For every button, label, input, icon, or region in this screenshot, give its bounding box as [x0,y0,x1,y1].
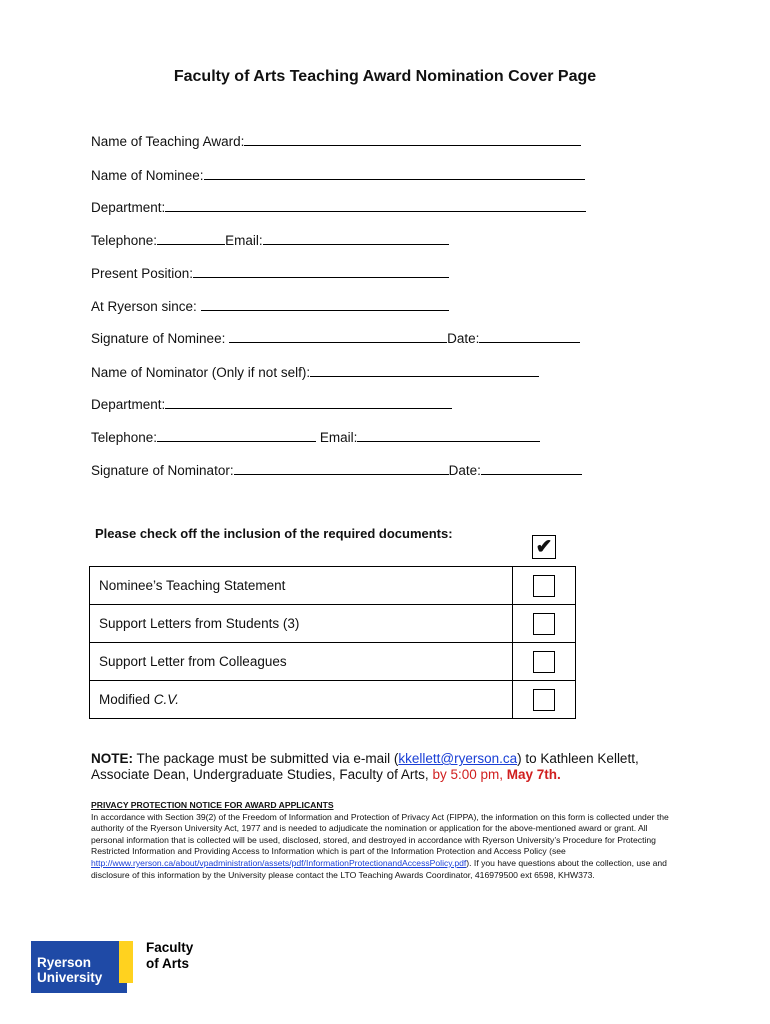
field-nominator-label: Name of Nominator (Only if not self): [91,365,311,380]
field-nominator [91,363,539,381]
signature-nominee-line[interactable] [229,329,447,343]
nominator-department-input-line[interactable] [165,395,452,409]
field-ryerson-since [91,297,449,315]
nominee-input-line[interactable] [204,166,585,180]
doc-label: Support Letters from Students (3) [90,605,513,643]
date-nominator-line[interactable] [481,461,582,475]
signature-nominator-line[interactable] [234,461,449,475]
field-email-label: Email: [225,233,263,248]
table-row [90,567,576,605]
logo-line-1: Ryerson [37,955,92,970]
field-department [91,198,586,216]
deadline-time: by 5:00 pm, [432,767,507,782]
faculty-line-1: Faculty [146,940,194,955]
field-nominator-department-label: Department: [91,397,166,412]
nominator-telephone-input-line[interactable] [157,428,316,442]
date-nominee-line[interactable] [479,329,580,343]
field-nominator-email-label: Email: [319,430,358,445]
field-ryerson-since-label: At Ryerson since: [91,299,197,314]
doc-label [90,681,513,719]
doc-label-prefix: Modified [99,692,154,707]
documents-table [89,566,576,719]
contact-email-link[interactable]: kkellett@ryerson.ca [398,751,518,766]
faculty-line-2: of Arts [146,956,189,971]
privacy-notice [91,800,681,881]
privacy-heading: PRIVACY PROTECTION NOTICE FOR AWARD APPLICANTS [91,800,334,810]
policy-link[interactable]: http://www.ryerson.ca/about/vpadministration/assets/pdf/InformationProtectionandAccessPolicy.pdf [91,857,467,868]
deadline-date: May 7th. [506,767,561,782]
doc-label: Nominee’s Teaching Statement [90,567,513,605]
telephone-input-line[interactable] [157,231,225,245]
field-telephone-label: Telephone: [91,233,158,248]
field-position [91,264,449,282]
field-signature-nominator-label: Signature of Nominator: [91,463,234,478]
field-telephone [91,231,449,249]
privacy-body-1: In accordance with Section 39(2) of the Freedom of Information and Protection of Privacy Act (FIPPA), the information on this form is collected under the authority of the Ryerson University Act, 1977 and is needed to adjudicate the nomination or application for the above-mentioned award or grant. All personal information that is collected will be used, disclosed, stored, and destroyed in accordance with Ryerson University’s Procedure for Protecting Restricted Information and Providing Access to Information which is part of the Information Protection and Access Policy (see [91,811,669,857]
field-position-label: Present Position: [91,266,194,281]
field-signature-nominee [91,329,580,347]
checkbox-teaching-statement[interactable] [533,575,555,597]
field-award-label: Name of Teaching Award: [91,134,245,149]
ryerson-since-input-line[interactable] [201,297,449,311]
doc-label: Support Letter from Colleagues [90,643,513,681]
field-nominator-telephone [91,428,540,446]
logo-line-2: University [37,970,103,985]
submission-note [91,751,691,783]
page-title: Faculty of Arts Teaching Award Nomination Cover Page [173,68,597,85]
note-text-2: ) to Kathleen Kellett, Associate Dean, Undergraduate Studies, Faculty of Arts, [91,751,639,782]
note-label: NOTE: [91,751,133,766]
position-input-line[interactable] [193,264,449,278]
note-text-1: The package must be submitted via e-mail ( [133,751,399,766]
field-signature-nominator [91,461,582,479]
doc-label-italic: C.V. [153,692,180,707]
field-nominee [91,166,585,184]
field-nominee-label: Name of Nominee: [91,168,204,183]
field-signature-nominee-label: Signature of Nominee: [91,331,226,346]
privacy-body-2: ). If you have questions about the collection, use and disclosure of this information by the University please contact the LTO Teaching Awards Coordinator, 416979500 ext 6598, KHW373. [91,857,667,880]
award-input-line[interactable] [244,132,581,146]
table-row [90,681,576,719]
department-input-line[interactable] [165,198,586,212]
nominator-email-input-line[interactable] [357,428,540,442]
field-nominator-telephone-label: Telephone: [91,430,158,445]
field-award [91,132,581,150]
field-date-label: Date: [447,331,480,346]
checkbox-cv[interactable] [533,689,555,711]
ryerson-logo-text [37,955,102,985]
email-input-line[interactable] [263,231,449,245]
field-nominator-department [91,395,452,413]
table-row [90,605,576,643]
checkmark-icon: ✔ [532,535,556,559]
checklist-heading: Please check off the inclusion of the required documents: [95,526,453,541]
ryerson-logo-accent [119,941,133,983]
field-nominator-date-label: Date: [448,463,481,478]
checkbox-colleague-letter[interactable] [533,651,555,673]
table-row [90,643,576,681]
faculty-of-arts-label [146,940,193,972]
field-department-label: Department: [91,200,166,215]
nominator-input-line[interactable] [310,363,539,377]
checkbox-student-letters[interactable] [533,613,555,635]
